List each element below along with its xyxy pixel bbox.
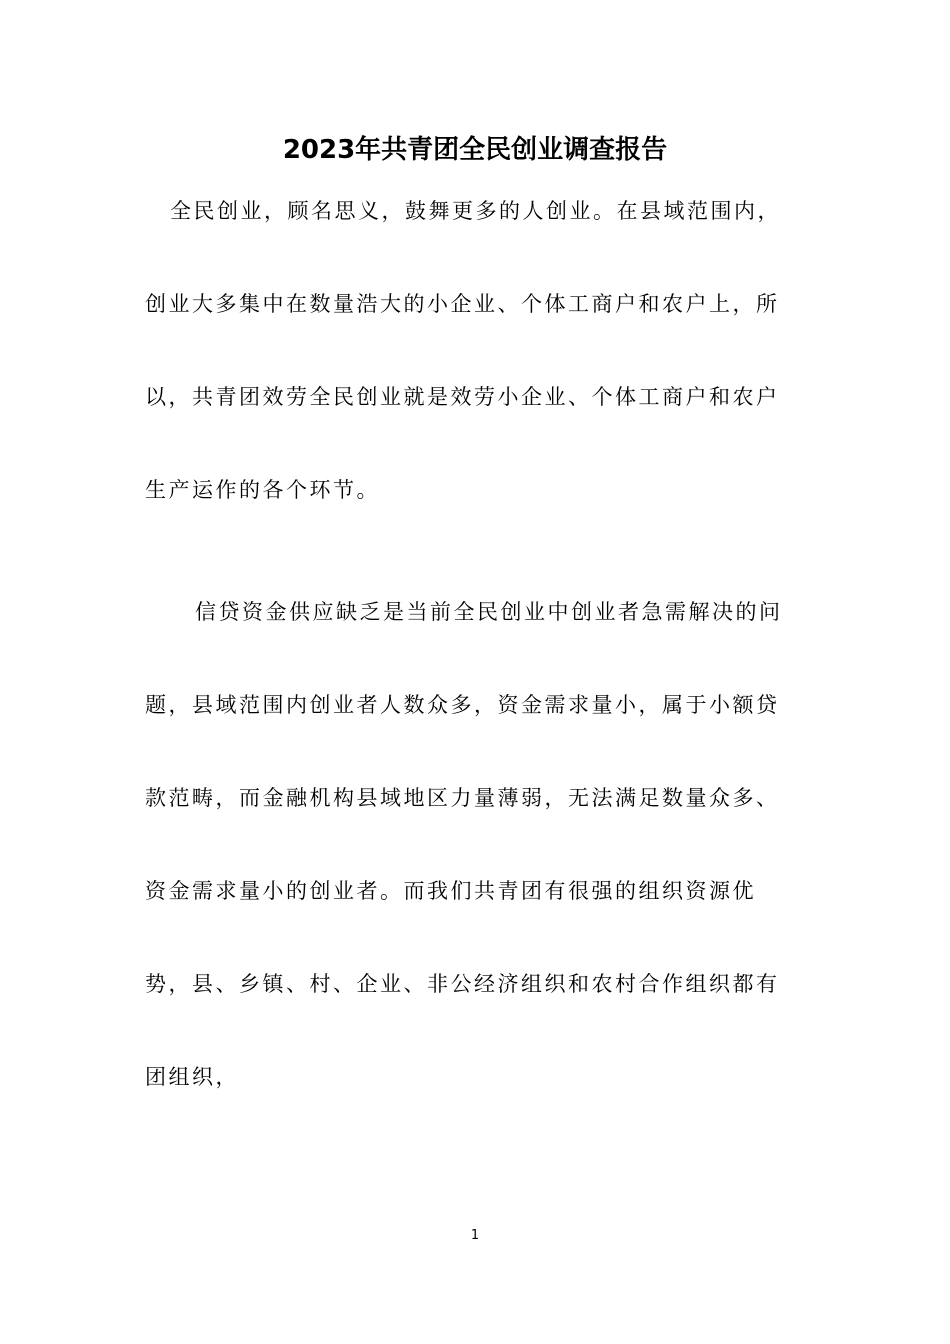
paragraph-line: 生产运作的各个环节。 (145, 478, 380, 502)
paragraph-line: 团组织， (145, 1065, 239, 1089)
paragraph-line: 款范畴，而金融机构县域地区力量薄弱，无法满足数量众多、 (145, 786, 780, 810)
paragraph-line: 题，县域范围内创业者人数众多，资金需求量小，属于小额贷 (145, 693, 780, 717)
paragraph-line: 创业大多集中在数量浩大的小企业、个体工商户和农户上，所 (145, 292, 780, 316)
page-number: 1 (470, 1228, 480, 1243)
paragraph-line: 全民创业，顾名思义，鼓舞更多的人创业。在县域范围内， (170, 199, 781, 223)
document-title: 2023年共青团全民创业调查报告 (282, 135, 668, 165)
paragraph-line: 资金需求量小的创业者。而我们共青团有很强的组织资源优 (145, 879, 756, 903)
paragraph-line: 以，共青团效劳全民创业就是效劳小企业、个体工商户和农户 (145, 385, 780, 409)
paragraph-line: 信贷资金供应缺乏是当前全民创业中创业者急需解决的问 (195, 600, 783, 624)
paragraph-line: 势，县、乡镇、村、企业、非公经济组织和农村合作组织都有 (145, 972, 780, 996)
